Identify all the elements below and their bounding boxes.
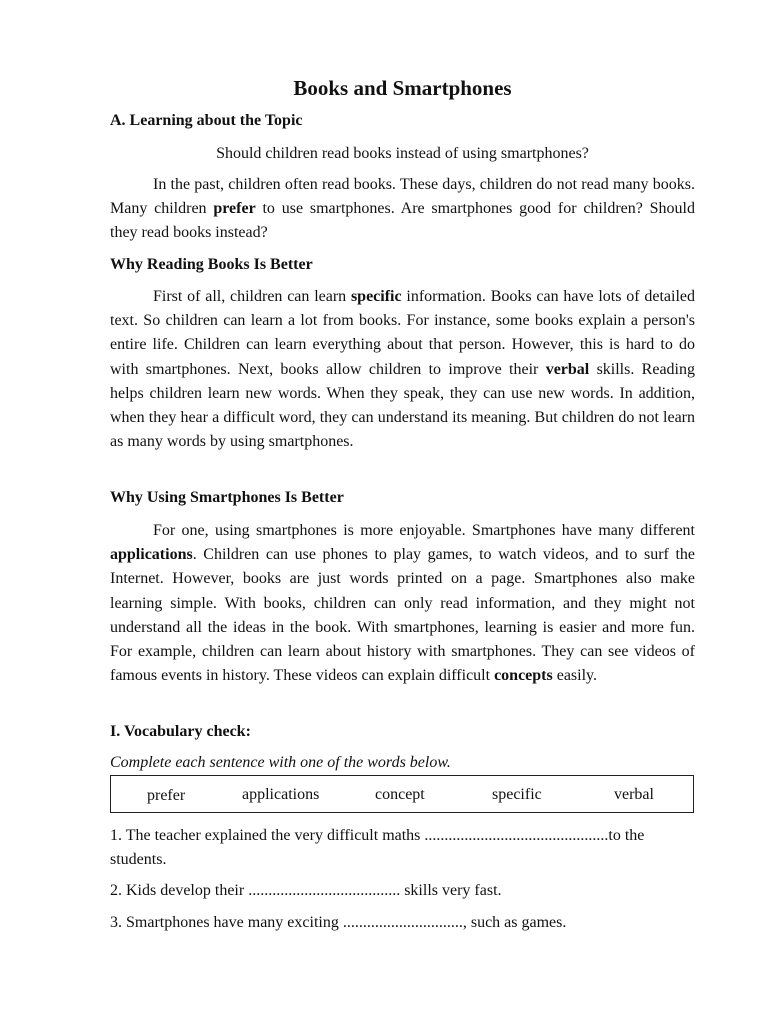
section-a-heading: A. Learning about the Topic	[110, 112, 303, 129]
word-bank-item: prefer	[147, 787, 186, 804]
vocabulary-heading: I. Vocabulary check:	[110, 723, 251, 740]
smartphones-paragraph: For one, using smartphones is more enjoyable. Smartphones have many different applications. Children can use phones to play games, to watch videos, and to surf the Internet. However, books are just words printed on a page. Smartphones also make learning simple. With books, children can only read information, and they might not understand all the ideas in the book. With smartphones, learning is easier and more fun. For example, children can learn about history with smartphones. They can see videos of famous events in history. These videos can explain difficult concepts easily.	[110, 522, 695, 685]
vocabulary-word: prefer	[213, 200, 256, 218]
vocabulary-word: specific	[350, 288, 402, 305]
word-bank-item: specific	[492, 786, 542, 803]
word-bank-item: verbal	[614, 786, 654, 803]
word-bank-box	[110, 775, 694, 813]
books-heading: Why Reading Books Is Better	[110, 256, 313, 273]
vocabulary-word: concepts	[494, 667, 553, 685]
topic-question: Should children read books instead of using smartphones?	[216, 145, 589, 162]
vocabulary-word: verbal	[545, 360, 590, 378]
exercise-item: 1. The teacher explained the very difficult maths ..............................................to the students.	[110, 827, 645, 868]
vocabulary-instruction: Complete each sentence with one of the words below.	[110, 754, 451, 771]
vocabulary-word: applications	[110, 546, 193, 564]
document-title: Books and Smartphones	[293, 76, 512, 100]
word-bank-item: applications	[242, 786, 320, 803]
exercise-item: 3. Smartphones have many exciting .............................., such as games.	[110, 914, 567, 931]
books-paragraph: First of all, children can learn specific information. Books can have lots of detailed text. So children can learn a lot from books. For instance, some books explain a person's entire life. Children can learn everything about that person. However, this is hard to do with smartphones. Next, books allow children to improve their verbal skills. Reading helps children learn new words. When they speak, they can use new words. In addition, when they hear a difficult word, they can understand its meaning. But children do not learn as many words by using smartphones.	[110, 288, 696, 451]
smartphones-heading: Why Using Smartphones Is Better	[110, 489, 344, 506]
word-bank-item: concept	[375, 786, 425, 803]
intro-paragraph: In the past, children often read books. These days, children do not read many books. Many children prefer to use smartphones. Are smartphones good for children? Should they read books instead?	[110, 176, 695, 242]
exercise-item: 2. Kids develop their ...................................... skills very fast.	[110, 882, 502, 899]
